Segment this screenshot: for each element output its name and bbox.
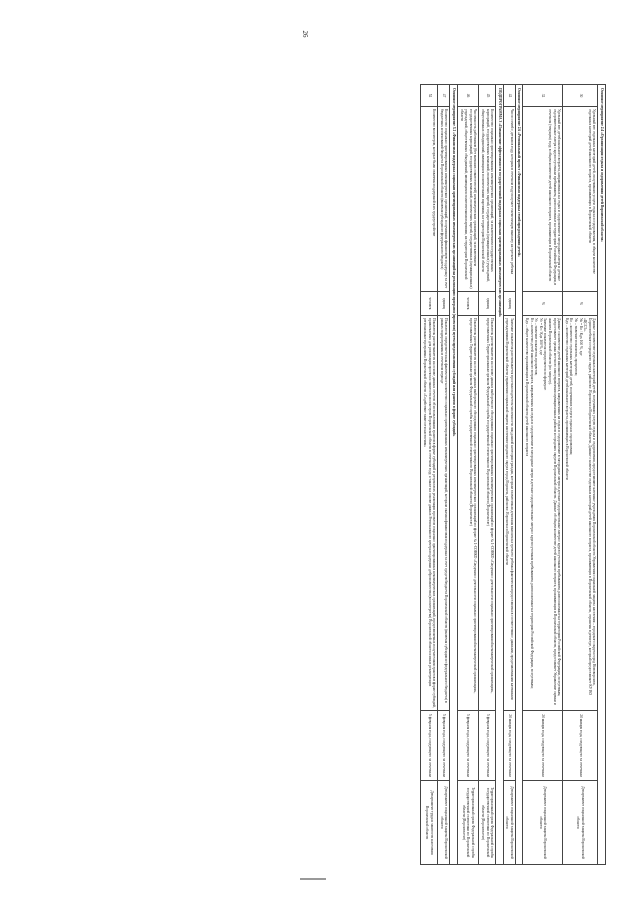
indicator-name: Число семей с детьми в году, которым в отчетном году получает ежемесячную выплату на третьего ребенка (503, 107, 515, 292)
unit: единиц (438, 292, 450, 316)
unit: единиц (503, 292, 515, 316)
section-header (598, 85, 606, 865)
responsible: Департамент социальной защиты Воронежской области (523, 781, 563, 865)
indicator-name: Численность работников (без внешних совместителей) некоммерческих организаций, за исключением государственных корпораций, государственных компаний, политических партий, государственных (муниципальных) учреждений, общественных объединений, являющихся политическими партиями, на территории Воронежской области (457, 107, 478, 292)
row-number: 52 (421, 85, 438, 107)
indicator-name: Количество волонтеров, которые были охвачены поддержкой в их трудоустройстве (421, 107, 438, 292)
row-number: 30 (563, 85, 598, 107)
section-header (496, 85, 504, 865)
section-title: Основное мероприятие 2.4 «Организация отдыха и оздоровления детей Воронежской области» (598, 85, 606, 865)
table-row (438, 85, 450, 865)
section-header (450, 85, 458, 865)
unit: человек (457, 292, 478, 316)
row-number: 46 (457, 85, 478, 107)
deadline: 5 февраля года, следующего за отчетным (479, 711, 496, 781)
table-row (523, 85, 563, 865)
indicators-table (420, 84, 606, 865)
row-number: 42 (503, 85, 515, 107)
responsible: Территориальный орган Федеральной службы государственной статистики по Воронежской области (Воронежстат) (457, 781, 478, 865)
indicator-name: Удельный вес детей школьного возраста, направленных на отдых и оздоровление в загородные лагеря и детские оздоровительные лагеря с круглосуточным пребыванием, расположенные на территории Российской Федерации, в отчетном (текущем) году, в общем количестве детей школьного возраста, проживающих в Воронежской области (523, 107, 563, 292)
calculation-method: Показатель рассчитывается на основе данных отчетов об использовании грантов в форме субсидий и результатах реализации проектов социально ориентированных некоммерческих организаций, представляемых получателями грантов в форме субсидий, привлекаемых для реализации проекта и занятости волонтеров Воронежской области в отчетном году, а также на основе данных Регионального центра поддержки добровольчества (волонтерства) Воронежской области и иных реализующих региональные программы Воронежской области «Содействие занятости населения» (421, 316, 438, 711)
unit: человек (421, 292, 438, 316)
responsible: Департамент социальной защиты Воронежской области (563, 781, 598, 865)
table-row (479, 85, 496, 865)
row-number: 47 (438, 85, 450, 107)
section-title: Основное мероприятие 3.1 «Финансовая поддержка социально ориентированных некоммерческих организаций на реализацию программ (проектов) путем предоставления субсидий или грантов в форме субсидий» (450, 85, 458, 865)
unit: % (563, 292, 598, 316)
deadline: 5 февраля года, следующего за отчетным (457, 711, 478, 781)
rotated-table-wrapper (96, 84, 606, 864)
calculation-method: Данные о количестве детей школьного возраста, направленных на отдых и оздоровление в загородные лагеря и детские оздоровительные лагеря с круглосуточным пребыванием, расположенные на территории Российской Федерации, по путевкам, предоставляет органы местного самоуправления муниципальных районов и городских округов Воронежской области. Данные об общем количестве детей школьного возраста, проживающих в Воронежской области, предоставляет Управление оценки и анализа Воронежской области (по запросу). Значение показателя определяется по формуле: Уо = Кз / Кдх 100 %, где Уо – значение показателя, процентов; Кз – количество детей школьного возраста, направленных на отдых и оздоровление в загородные лагеря и детские оздоровительные лагеря с круглосуточным пребыванием, расположенные на территории Российской Федерации, по путевкам; Кдх – общее количество проживающих в Воронежской области детей школьного возраста (523, 316, 563, 711)
deadline: 20 января года, следующего за отчетным (563, 711, 598, 781)
calculation-method: Показатель определяется как фактическое количество социально ориентированных некоммерческих организаций, которым оказана финансовая поддержка за счет средств бюджета Воронежской области (включая субсидии из федерального бюджета) в рамках подпрограммы в отчетном периоде (438, 316, 450, 711)
deadline: 20 января года, следующего за отчетным (523, 711, 563, 781)
indicator-name: Удельный вес отдельных категорий детей, получивших услуги отдыха и оздоровления, в общем количестве отдельных категорий детей школьного возраста, проживающих в Воронежской области (563, 107, 598, 292)
section-header (515, 85, 523, 865)
section-title: Основное мероприятие 2.6 «Региональный проект «Финансовая поддержка семей при рождении детей» (515, 85, 523, 865)
row-number: 32 (523, 85, 563, 107)
indicator-name: Количество социально ориентированных некоммерческих организаций, получивших финансовую поддержку за счет бюджетных ассигнований бюджета Воронежской области (включая субсидии из федерального бюджета) (438, 107, 450, 292)
responsible: Территориальный орган Федеральной службы государственной статистики по Воронежской области (Воронежстат) (479, 781, 496, 865)
table-row (563, 85, 598, 865)
unit: % (523, 292, 563, 316)
unit: единиц (479, 292, 496, 316)
calculation-method: Значение показателя рассчитывается простым подсчетом численности лиц данной категории граждан, которым ежемесячная денежная выплата на третьего ребенка фактически предоставлена в соответствии с данными, представленными казенными учреждениями Воронежской области управления социальной защиты населения городского округа город Воронеж, районов г. Воронежа и Воронежской области (503, 316, 515, 711)
calculation-method: Показатель рассчитывается на основе данных выборочного обследования социально ориентированных некоммерческих организаций по форме № 1-СОНКО «Сведения о деятельности социально ориентированной некоммерческой организации», представленных Территориальным органом Федеральной службы государственной статистики по Воронежской области (Воронежстат) (457, 316, 478, 711)
row-number: 45 (479, 85, 496, 107)
deadline: 5 февраля года, следующего за отчетным (438, 711, 450, 781)
responsible: Департамент труда и занятости населения Воронежской области (421, 781, 438, 865)
scan-mark (300, 878, 326, 880)
deadline: 20 января года, следующего за отчетным (503, 711, 515, 781)
calculation-method: Данные о количестве отдельных категорий детей, получивших услуги отдыха и оздоровления, предоставляют казенные учреждения Воронежской области Управления социальной защиты населения – городского округа город Нововоронеж, Борисоглебского городского округа, районов г. Воронежа и Воронежской области. Данные о количестве отдельных категорий детей школьного возраста, проживающих в Воронежской области, отражены в регистре, который предоставляет КУ ВО «ЦССЗ». Ун = Ко / Кдх 100 %, где Ун – значение показателя, процентов; Ко – количество отдельных категорий детей, получивших услуги отдыха и оздоровления; Кдх – количество отдельных категорий детей школьного возраста, проживающих в Воронежской области (563, 316, 598, 711)
calculation-method: Показатель рассчитывается на основе данных выборочного обследования социально ориентированных некоммерческих организаций по форме № 1-СОНКО «Сведения о деятельности социально ориентированной некоммерческой организации», представленных Территориальным органом Федеральной службы государственной статистики по Воронежской области (Воронежстат) (479, 316, 496, 711)
responsible: Департамент социальной защиты Воронежской области (503, 781, 515, 865)
table-row (421, 85, 438, 865)
page-number: 26 (301, 30, 309, 38)
table-row (503, 85, 515, 865)
responsible: Департамент социальной защиты Воронежской области (438, 781, 450, 865)
indicator-name: Количество социально ориентированных некоммерческих организаций, за исключением государственных корпораций, государственных компаний, политических партий, государственных (муниципальных) учреждений, общественных объединений, являющихся политическими партиями, на территории Воронежской области (479, 107, 496, 292)
table-row (457, 85, 478, 865)
section-title: ПОДПРОГРАММА 3 «Повышение эффективности государственной поддержки социально ориентированных некоммерческих организаций» (496, 85, 504, 865)
deadline: 5 февраля года, следующего за отчетным (421, 711, 438, 781)
